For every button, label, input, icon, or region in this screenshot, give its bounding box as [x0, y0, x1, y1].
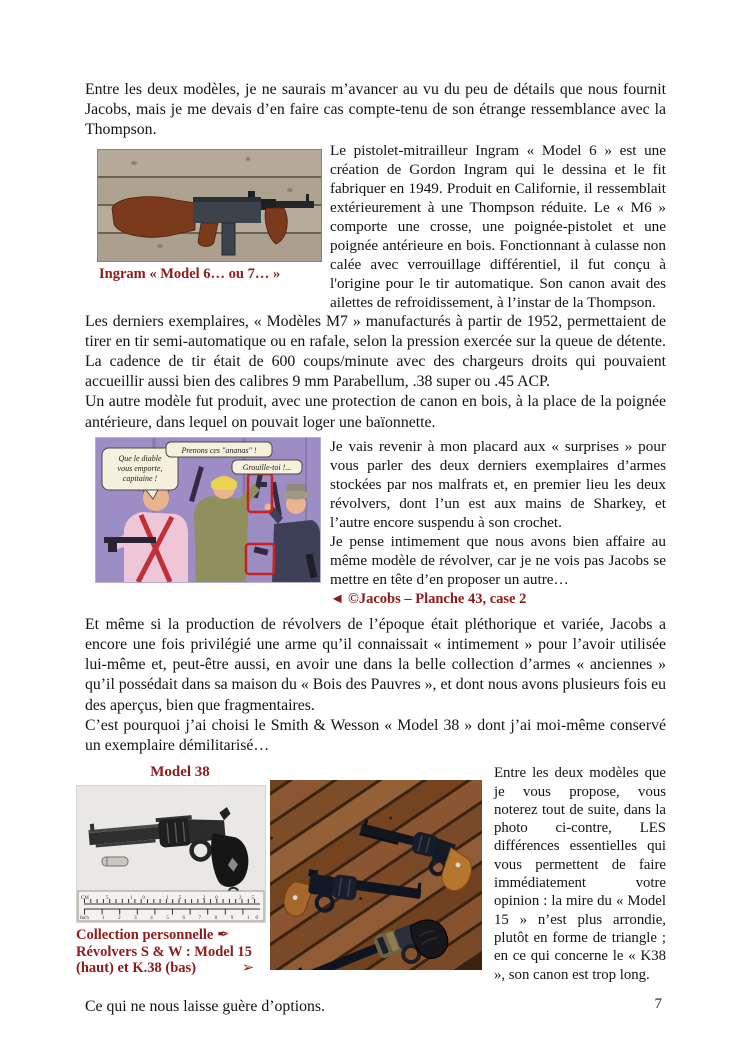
- speech-bubble-3: [232, 460, 302, 474]
- svg-text:CM: CM: [81, 896, 89, 902]
- paragraph-revolver-guess: Je pense intimement que nous avons bien affaire au même modèle de révolver, car je ne vois pas Jacobs se mettre en tête d’en proposer un autre…: [330, 532, 666, 588]
- paragraph-bayonet: Un autre modèle fut produit, avec une protection de canon en bois, à la place de la poignée antérieure, dans lequel on pouvait loger une baïonnette.: [85, 393, 666, 431]
- svg-text:Inch: Inch: [80, 916, 89, 922]
- svg-text:1 2 3 4 5 6 7 8 9 10: 1 2 3 4 5 6 7 8 9 10: [102, 916, 258, 922]
- paragraph-m7: Les derniers exemplaires, « Modèles M7 » manufacturés à partir de 1952, permettaient de tirer en tir semi-automatique ou en rafale, selon la pression exercée sur la queue de détente. La cadence de tir était de 600 coups/minute avec des chargeurs droits qui pouvaient accueillir aussi bien des calibres 9 mm Parabellum, .38 super ou .45 ACP.: [85, 312, 666, 391]
- comic-section: [85, 437, 666, 608]
- left-arrow-icon: ◄: [330, 590, 345, 607]
- collection-caption: Collection personnelle ✒ Révolvers S & W : Model 15 (haut) et K.38 (bas) ➢: [76, 927, 254, 977]
- comic-panel: [95, 437, 321, 583]
- paragraph-plethorique: Et même si la production de révolvers de l’époque était pléthorique et variée, Jacobs a encore une fois privilégié une arme qu’il connaissait « intimement » pour l’avoir utilisée lui-même et, peut-être aussi, en avoir une dans la belle collection d’armes « anciennes » qu’il possédait dans sa maison du « Bois des Pauvres », et dont nous avons plusieurs fois eu des aperçus, bien que fragmentaires.: [85, 615, 666, 714]
- ingram-photo: [97, 149, 322, 262]
- revolvers-section: [76, 764, 666, 984]
- svg-text:vous emporte,: vous emporte,: [117, 463, 163, 473]
- color-figure: [270, 780, 482, 970]
- svg-text:Prenons ces "ananas" !: Prenons ces "ananas" !: [181, 445, 257, 455]
- svg-text:Grouille-toi !...: Grouille-toi !...: [242, 462, 292, 472]
- model38-caption: Model 38: [150, 764, 210, 781]
- bw-cartridge: [102, 857, 128, 866]
- svg-text:Que le diable: Que le diable: [118, 453, 162, 463]
- ruler: [78, 891, 264, 921]
- ingram-caption: Ingram « Model 6… ou 7… »: [99, 265, 281, 282]
- paragraph-choice: C’est pourquoi j’ai choisi le Smith & Wesson « Model 38 » dont j’ai moi-même conservé un exemplaire démilitarisé…: [85, 716, 666, 755]
- ingram-figure: [97, 149, 320, 283]
- paragraph-closing: Ce qui ne nous laisse guère d’options.: [85, 997, 325, 1015]
- right-arrow-icon: ➢: [241, 960, 254, 977]
- comic-figure: [95, 437, 319, 583]
- paragraph-ingram-description: Le pistolet-mitrailleur Ingram « Model 6 » est une création de Gordon Ingram qui le dessina et le fit fabriquer en 1949. Produit en Californie, il ressemblait extérieurement à une Thompson réduite. Le « M6 » comporte une crosse, une poignée-pistolet et une poignée antérieure en bois. Fonctionnant à culasse non calée avec verrouillage différentiel, il fut conçu à l'origine pour le tir automatique. Son canon avait des ailettes de refroidissement, à l’instar de la Thompson.: [330, 141, 666, 311]
- jacobs-caption: ◄ ©Jacobs – Planche 43, case 2: [330, 590, 527, 607]
- model38-bw-photo: [76, 785, 266, 923]
- speech-bubble-2: [166, 442, 272, 457]
- bw-figure: [76, 785, 266, 923]
- svg-text:capitaine !: capitaine !: [122, 473, 158, 483]
- page-number: 7: [654, 996, 662, 1012]
- ingram-section: [85, 141, 666, 312]
- svg-text:5 10 15 20 25: 5 10 15 20 25: [106, 896, 254, 902]
- paragraph-comparison: Entre les deux modèles que je vous propose, vous noterez tout de suite, dans la photo ci-contre, LES différences essentielles qui vous permettent de faire immédiatement votre opinion : la mire du « Model 15 » n’est plus arrondie, plutôt en forme de triangle ; en ce qui concerne le « K38 », son canon est trop long.: [494, 765, 666, 983]
- revolvers-color-photo: [270, 780, 482, 970]
- paragraph-intro: Entre les deux modèles, je ne saurais m’avancer au vu du peu de détails que nous fournit Jacobs, mais je me devais d’en faire cas compte-tenu de son étrange ressemblance avec la Thompson.: [85, 81, 666, 139]
- paragraph-placard: Je vais revenir à mon placard aux « surprises » pour vous parler des deux derniers exemplaires d’armes stockées par nos malfrats et, en premier lieu les deux révolvers, dont l’un est aux mains de Sharkey, et l’autre encore suspendu à son crochet.: [330, 437, 666, 531]
